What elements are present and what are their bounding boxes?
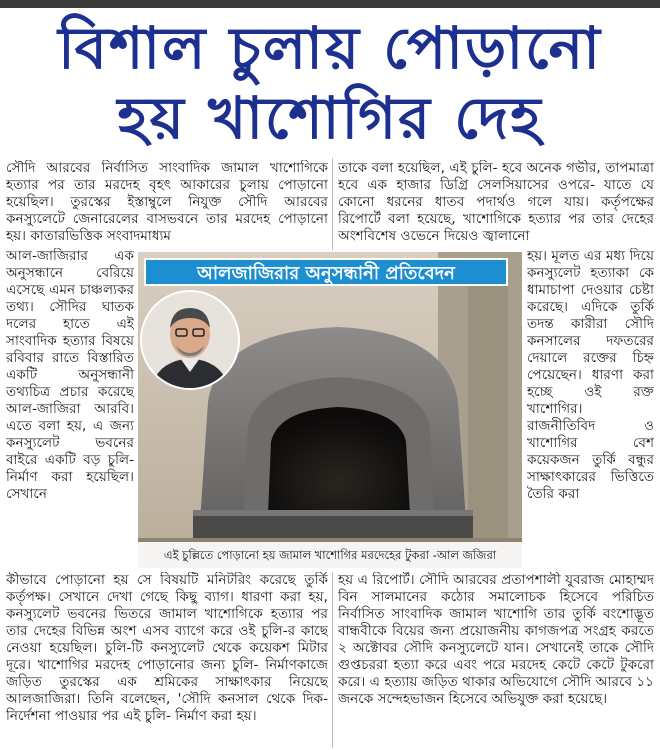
top-rule — [0, 0, 660, 8]
article-text-bottom-left: কীভাবে পোড়ানো হয় সে বিষয়টি মনিটরিং করেছে তুর্কি কর্তৃপক্ষ। সেখানে দেখা গেছে কিছু ব্যাগ। ধারণা করা হয়, কনস্যুলেট ভবনের ভিতরে জামাল খাশোগিকে হত্যার পর তার দেহের বিভিন্ন অংশ এসব ব্যাগে করে ওই চুলি-র কাছে নেওয়া হয়েছিল। চুলি-টি কনস্যুলেট থেকে কয়েকশ মিটার দূরে। খাশোগির মরদেহ পোড়ানোর জন্য চুলি- নির্মাণকাজে জড়িত তুরস্কের এক শ্রমিকের সাক্ষাৎকার নিয়েছে আলজাজিরা। তিনি বলেছেন, 'সৌদি কনসাল থেকে দিক-নির্দেশনা পাওয়ার পর এই চুলি- নির্মাণ করা হয়। — [6, 572, 328, 724]
article-text-left-column: আল-জাজিরার এক অনুসন্ধানে বেরিয়ে এসেছে এমন চাঞ্চল্যকর তথ্য। সৌদির ঘাতক দলের হাতে এই সাংবাদিক হত্যার বিষয়ে রবিবার রাতে বিস্তারিত একটি অনুসন্ধানী তথ্যচিত্র প্রচার করেছে আল-জাজিরা আরবি। এতে বলা হয়, এ জন্য কনস্যুলেট ভবনের বাইরে একটি বড় চুলি-নির্মাণ করা হয়েছিল। সেখানে — [6, 248, 134, 502]
headline-line-2: হয় খাশোগির দেহ — [117, 84, 543, 152]
article-text-bottom-right: হয় এ রিপোর্ট। সৌদি আরবের প্রতাপশালী যুবরাজ মোহাম্মদ বিন সালমানের কঠোর সমালোচক হিসেবে পরিচিত নির্বাসিত সাংবাদিক জামাল খাশোগি তার তুর্কি বংশোদ্ভূত বান্ধবীকে বিয়ের জন্য প্রয়োজনীয় কাগজপত্র সংগ্রহ করতে ২ অক্টোবর সৌদি কনস্যুলেটে যান। সেখানেই তাকে সৌদি গুপ্তচররা হত্যা করে এবং পরে মরদেহ কেটে কেটে টুকরো করে। এ হত্যায় জড়িত থাকার অভিযোগে সৌদি আরবে ১১ জনকে সন্দেহভাজন হিসেবে অভিযুক্ত করা হয়েছে। — [338, 572, 654, 707]
article-text-top-right: তাকে বলা হয়েছিল, এই চুলি- হবে অনেক গভীর, তাপমাত্রা হবে এক হাজার ডিগ্রি সেলসিয়াসের ওপরে- যাতে যে কোনো ধরনের ধাতব পদার্থও গলে যায়। কর্তৃপক্ষের রিপোর্টে বলা হয়েছে, খাশোগিকে হত্যার পর তার দেহের অংশবিশেষ ওভেনে দিয়েও জ্বালানো — [338, 160, 654, 244]
khashoggi-portrait — [140, 290, 240, 390]
column-divider — [332, 158, 333, 250]
article-text-right-column: হয়। মূলত এর মধ্য দিয়ে কনস্যুলেট হত্যাকা কে ধামাচাপা দেওয়ার চেষ্টা করেছে। এদিকে তুর্কি তদন্ত কারীরা সৌদি কনসালের দফতরের দেয়ালে রক্তের চিহ্ন পেয়েছেন। ধারণা করা হচ্ছে ওই রক্ত খাশোগির। রাজনীতিবিদ ও খাশোগির বেশ কয়েকজন তুর্কি বন্ধুর সাক্ষাৎকারের ভিত্তিতে তৈরি করা — [527, 248, 654, 502]
headline-line-1: বিশাল চুলায় পোড়ানো — [58, 14, 602, 82]
column-divider-bottom — [332, 572, 333, 748]
article-text-top-left: সৌদি আরবের নির্বাসিত সাংবাদিক জামাল খাশোগিকে হত্যার পর তার মরদেহ বৃহৎ আকারের চুলায় পোড়ানো হয়েছিল। তুরস্কের ইস্তাম্বুলে নিযুক্ত সৌদি আরবের কনস্যুলেটে জেনারেলের বাসভবনে তার মরদেহ পোড়ানো হয়। কাতারভিত্তিক সংবাদমাধ্যম — [6, 160, 328, 244]
photo-caption: এই চুল্লিতে পোড়ানো হয় জামাল খাশোগির মরদেহের টুকরা -আল জজিরা — [138, 542, 522, 568]
photo-banner: আলজাজিরার অনুসন্ধানী প্রতিবেদন — [144, 258, 508, 286]
